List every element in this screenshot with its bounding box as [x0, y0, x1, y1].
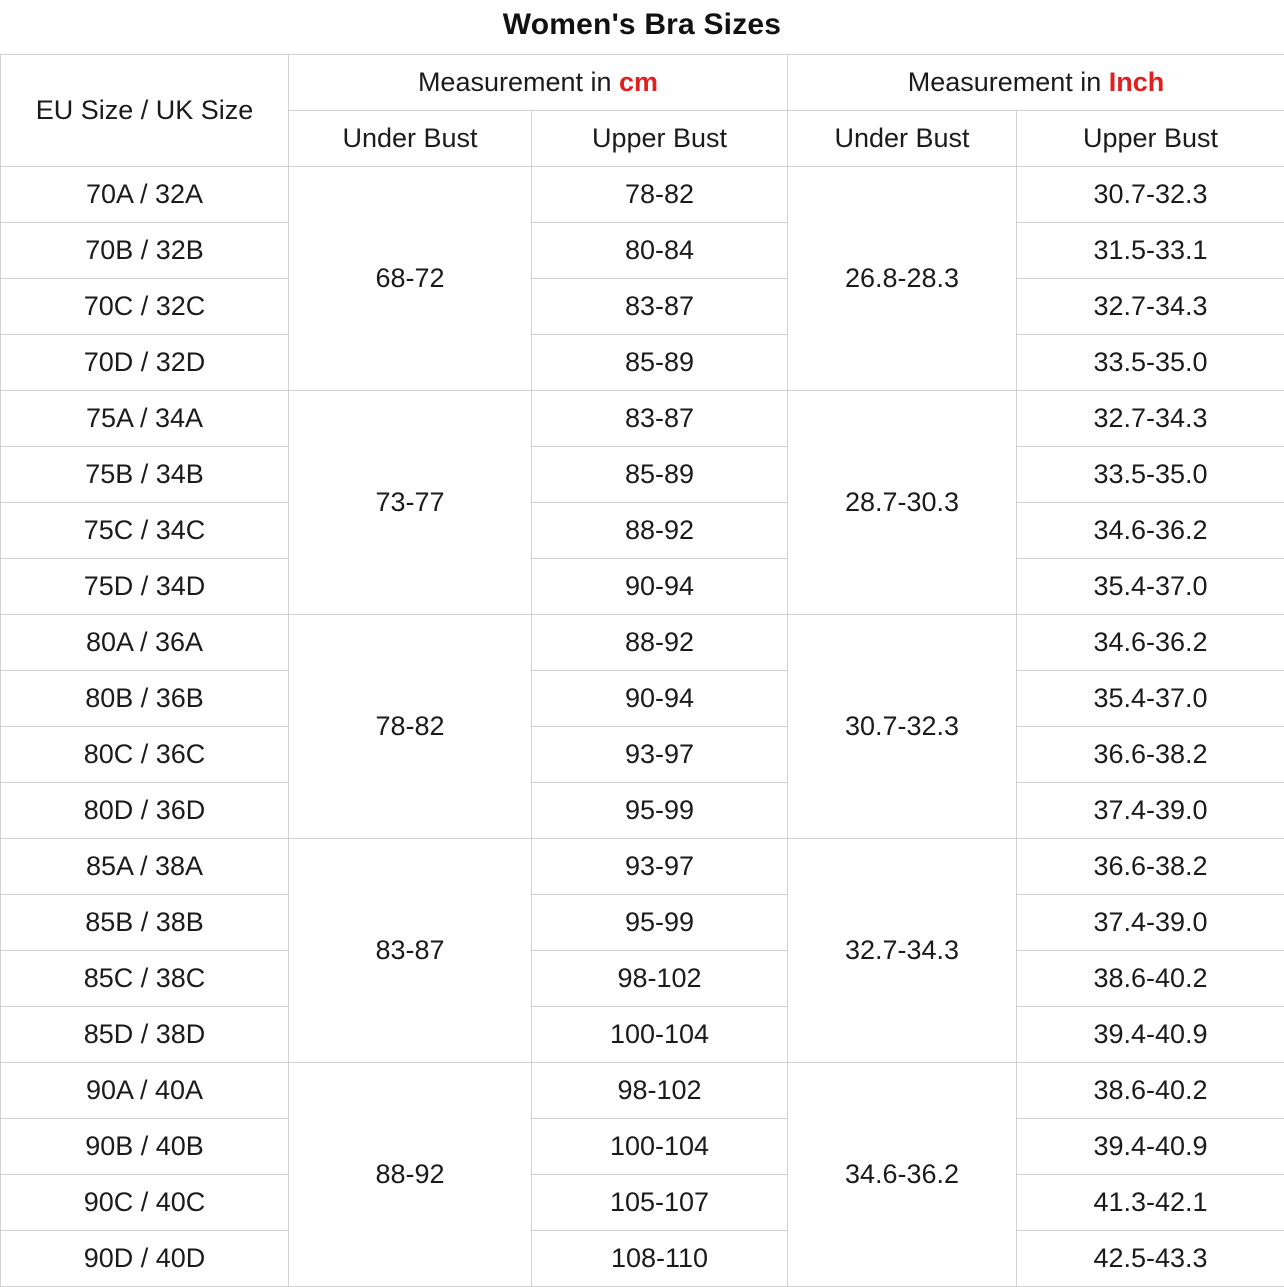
- table-row: [1, 1231, 1284, 1287]
- column-group-header-cm: [289, 55, 788, 111]
- cell-upper-bust-inch: 31.5-33.1: [1017, 223, 1284, 279]
- cell-upper-bust-inch: 41.3-42.1: [1017, 1175, 1284, 1231]
- cell-upper-bust-inch: 32.7-34.3: [1017, 391, 1284, 447]
- cell-eu-uk-size: 85C / 38C: [1, 951, 289, 1007]
- cell-eu-uk-size: 90C / 40C: [1, 1175, 289, 1231]
- cell-eu-uk-size: 90A / 40A: [1, 1063, 289, 1119]
- column-header-cm-under-bust: Under Bust: [289, 111, 532, 167]
- cell-upper-bust-cm: 85-89: [532, 335, 788, 391]
- table-row: [1, 559, 1284, 615]
- cell-upper-bust-inch: 35.4-37.0: [1017, 559, 1284, 615]
- cell-under-bust-inch: 34.6-36.2: [788, 1063, 1017, 1287]
- cell-eu-uk-size: 85D / 38D: [1, 1007, 289, 1063]
- table-row: [1, 783, 1284, 839]
- header-row-groups: [1, 55, 1284, 111]
- table-row: [1, 895, 1284, 951]
- column-header-cm-upper-bust: Upper Bust: [532, 111, 788, 167]
- cell-upper-bust-inch: 39.4-40.9: [1017, 1119, 1284, 1175]
- group-header-inch-text: Measurement in: [908, 67, 1109, 97]
- cell-eu-uk-size: 75C / 34C: [1, 503, 289, 559]
- table-row: [1, 1175, 1284, 1231]
- cell-upper-bust-inch: 37.4-39.0: [1017, 895, 1284, 951]
- cell-eu-uk-size: 90D / 40D: [1, 1231, 289, 1287]
- cell-upper-bust-cm: 98-102: [532, 1063, 788, 1119]
- cell-under-bust-inch: 32.7-34.3: [788, 839, 1017, 1063]
- cell-upper-bust-inch: 36.6-38.2: [1017, 727, 1284, 783]
- cell-eu-uk-size: 75A / 34A: [1, 391, 289, 447]
- cell-eu-uk-size: 80C / 36C: [1, 727, 289, 783]
- table-row: [1, 671, 1284, 727]
- table-row: [1, 167, 1284, 223]
- cell-eu-uk-size: 70C / 32C: [1, 279, 289, 335]
- cell-upper-bust-inch: 34.6-36.2: [1017, 615, 1284, 671]
- group-header-inch-unit: Inch: [1109, 67, 1165, 97]
- table-row: [1, 447, 1284, 503]
- table-row: [1, 223, 1284, 279]
- cell-upper-bust-inch: 33.5-35.0: [1017, 447, 1284, 503]
- cell-upper-bust-inch: 30.7-32.3: [1017, 167, 1284, 223]
- page-title: Women's Bra Sizes: [0, 0, 1284, 54]
- cell-under-bust-cm: 78-82: [289, 615, 532, 839]
- group-header-cm-text: Measurement in: [418, 67, 619, 97]
- table-header: [1, 55, 1284, 167]
- cell-upper-bust-cm: 83-87: [532, 391, 788, 447]
- cell-under-bust-cm: 68-72: [289, 167, 532, 391]
- cell-eu-uk-size: 80B / 36B: [1, 671, 289, 727]
- cell-eu-uk-size: 85A / 38A: [1, 839, 289, 895]
- group-header-cm-unit: cm: [619, 67, 658, 97]
- cell-under-bust-inch: 30.7-32.3: [788, 615, 1017, 839]
- cell-upper-bust-cm: 95-99: [532, 783, 788, 839]
- table-row: [1, 951, 1284, 1007]
- cell-upper-bust-cm: 88-92: [532, 615, 788, 671]
- cell-upper-bust-cm: 85-89: [532, 447, 788, 503]
- cell-upper-bust-inch: 35.4-37.0: [1017, 671, 1284, 727]
- cell-eu-uk-size: 70B / 32B: [1, 223, 289, 279]
- cell-upper-bust-inch: 42.5-43.3: [1017, 1231, 1284, 1287]
- cell-upper-bust-cm: 80-84: [532, 223, 788, 279]
- cell-upper-bust-inch: 34.6-36.2: [1017, 503, 1284, 559]
- cell-under-bust-cm: 83-87: [289, 839, 532, 1063]
- cell-upper-bust-cm: 105-107: [532, 1175, 788, 1231]
- table-row: [1, 727, 1284, 783]
- cell-eu-uk-size: 70A / 32A: [1, 167, 289, 223]
- cell-upper-bust-cm: 108-110: [532, 1231, 788, 1287]
- cell-upper-bust-cm: 88-92: [532, 503, 788, 559]
- column-header-inch-upper-bust: Upper Bust: [1017, 111, 1284, 167]
- cell-upper-bust-cm: 98-102: [532, 951, 788, 1007]
- table-row: [1, 839, 1284, 895]
- table-row: [1, 335, 1284, 391]
- cell-upper-bust-inch: 39.4-40.9: [1017, 1007, 1284, 1063]
- cell-under-bust-inch: 26.8-28.3: [788, 167, 1017, 391]
- cell-upper-bust-inch: 37.4-39.0: [1017, 783, 1284, 839]
- cell-eu-uk-size: 75D / 34D: [1, 559, 289, 615]
- table-row: [1, 391, 1284, 447]
- cell-upper-bust-inch: 33.5-35.0: [1017, 335, 1284, 391]
- cell-upper-bust-cm: 90-94: [532, 559, 788, 615]
- table-row: [1, 503, 1284, 559]
- cell-upper-bust-cm: 93-97: [532, 727, 788, 783]
- table-row: [1, 615, 1284, 671]
- cell-upper-bust-cm: 100-104: [532, 1119, 788, 1175]
- cell-eu-uk-size: 80D / 36D: [1, 783, 289, 839]
- cell-upper-bust-cm: 90-94: [532, 671, 788, 727]
- column-header-inch-under-bust: Under Bust: [788, 111, 1017, 167]
- table-row: [1, 1063, 1284, 1119]
- table-row: [1, 1007, 1284, 1063]
- column-group-header-inch: [788, 55, 1284, 111]
- bra-size-table: [0, 54, 1284, 1287]
- table-row: [1, 1119, 1284, 1175]
- cell-under-bust-inch: 28.7-30.3: [788, 391, 1017, 615]
- cell-eu-uk-size: 75B / 34B: [1, 447, 289, 503]
- cell-upper-bust-cm: 100-104: [532, 1007, 788, 1063]
- cell-eu-uk-size: 90B / 40B: [1, 1119, 289, 1175]
- cell-eu-uk-size: 80A / 36A: [1, 615, 289, 671]
- cell-upper-bust-cm: 93-97: [532, 839, 788, 895]
- cell-upper-bust-cm: 83-87: [532, 279, 788, 335]
- table-body: [1, 167, 1284, 1287]
- cell-upper-bust-inch: 38.6-40.2: [1017, 951, 1284, 1007]
- cell-eu-uk-size: 70D / 32D: [1, 335, 289, 391]
- cell-upper-bust-cm: 95-99: [532, 895, 788, 951]
- cell-upper-bust-inch: 38.6-40.2: [1017, 1063, 1284, 1119]
- cell-eu-uk-size: 85B / 38B: [1, 895, 289, 951]
- cell-under-bust-cm: 88-92: [289, 1063, 532, 1287]
- cell-upper-bust-inch: 36.6-38.2: [1017, 839, 1284, 895]
- column-header-eu-uk-size: EU Size / UK Size: [1, 55, 289, 167]
- cell-upper-bust-cm: 78-82: [532, 167, 788, 223]
- cell-under-bust-cm: 73-77: [289, 391, 532, 615]
- cell-upper-bust-inch: 32.7-34.3: [1017, 279, 1284, 335]
- table-row: [1, 279, 1284, 335]
